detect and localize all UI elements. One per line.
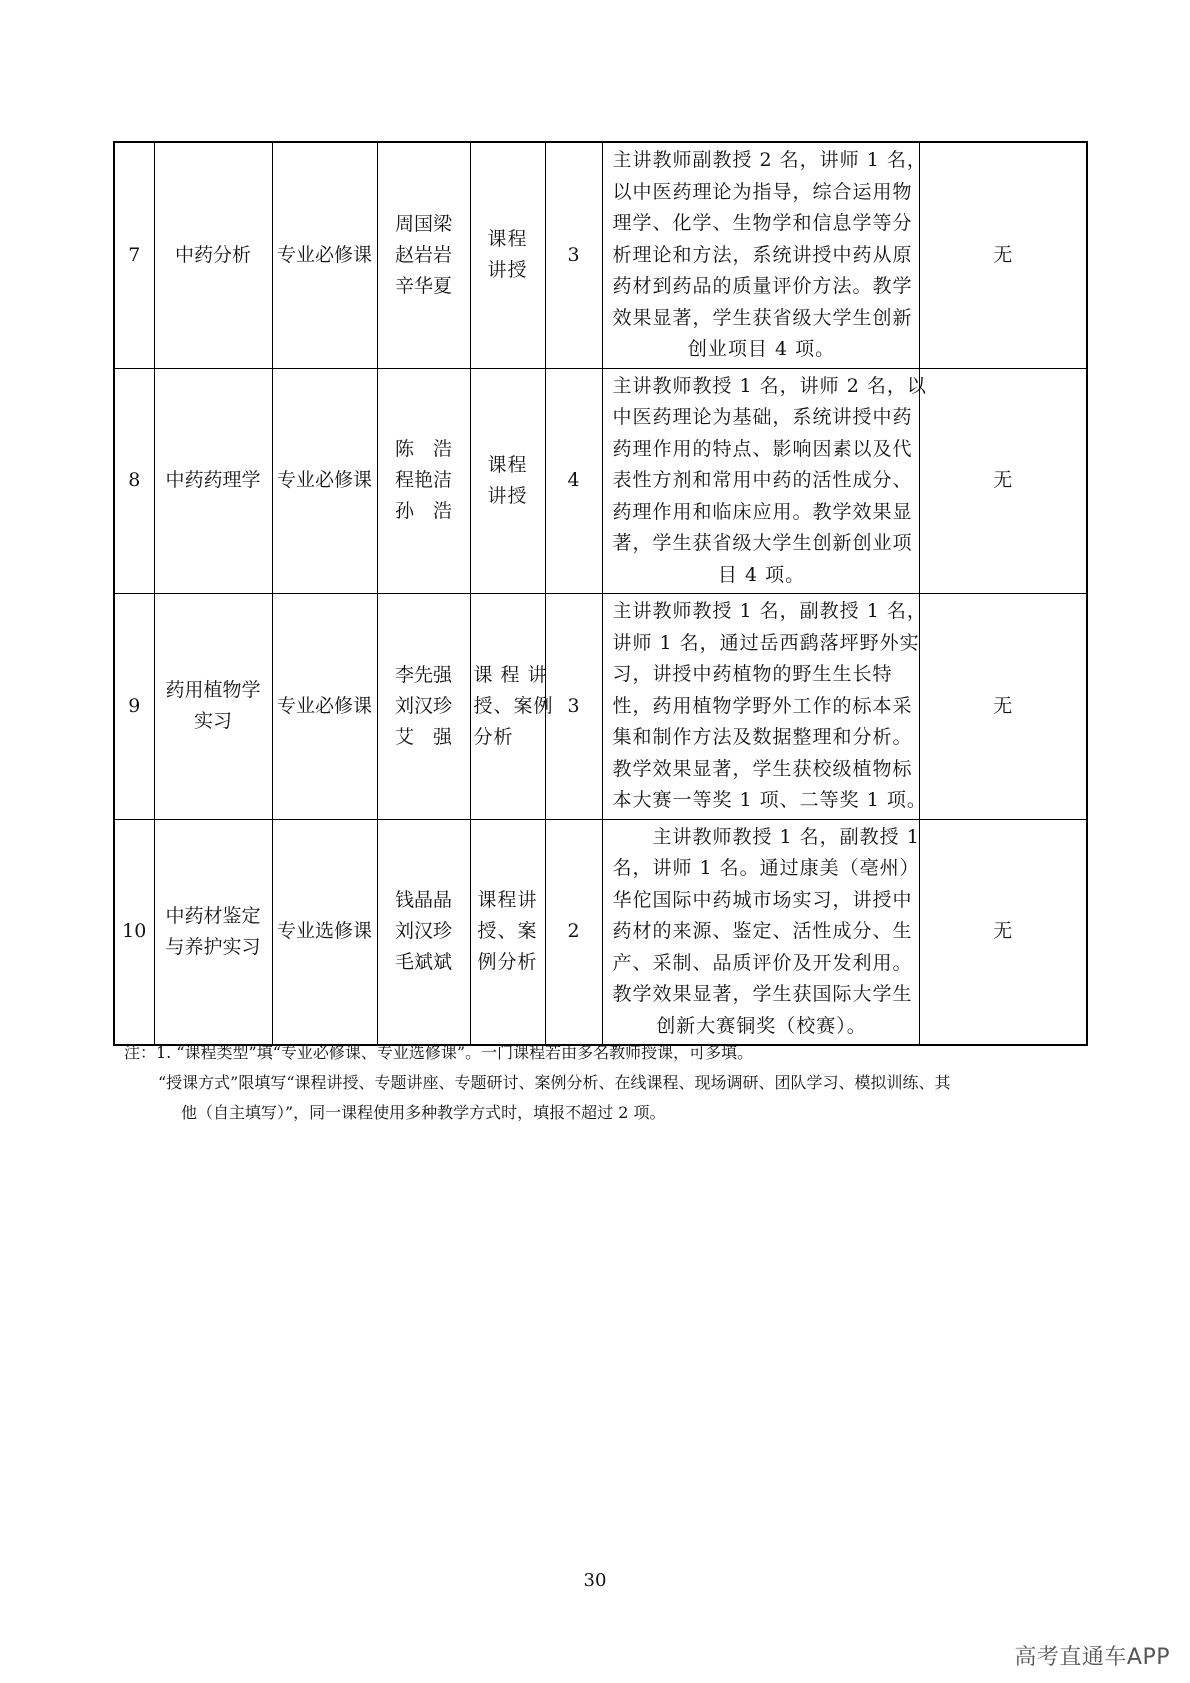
course-name-cell xyxy=(154,142,272,368)
description-line: 中医药理论为基础，系统讲授中药 xyxy=(612,406,913,428)
teacher-name: 刘汉珍 xyxy=(394,694,452,717)
teacher-name: 辛华夏 xyxy=(394,274,452,297)
description-line: 华佗国际中药城市场实习，讲授中 xyxy=(612,888,913,911)
description-cell xyxy=(602,142,927,368)
course-type-cell: 专业必修课 xyxy=(272,368,377,594)
course-table xyxy=(113,141,1088,1046)
description-line: 以中医药理论为指导，综合运用物 xyxy=(612,180,913,203)
teachers-cell xyxy=(377,594,470,820)
method-line: 授、案例 xyxy=(473,694,554,717)
credits-cell: 4 xyxy=(545,368,602,594)
description-line: 著，学生获省级大学生创新创业项 xyxy=(612,532,913,554)
teacher-name: 钱晶晶 xyxy=(394,889,452,912)
credits-cell: 3 xyxy=(545,142,602,368)
row-number-cell: 10 xyxy=(114,819,154,1045)
teacher-name: 陈 浩 xyxy=(394,438,452,461)
description-line: 主讲教师教授 1 名，讲师 2 名，以 xyxy=(612,374,927,397)
method-line: 授、案 xyxy=(477,920,538,943)
other-cell: 无 xyxy=(919,819,1087,1045)
table-notes xyxy=(124,1038,1084,1128)
teacher-name: 赵岩岩 xyxy=(394,243,452,266)
description-line: 药理作用和临床应用。教学效果显 xyxy=(612,500,913,523)
description-line: 集和制作方法及数据整理和分析。 xyxy=(612,726,913,748)
description-line: 析理论和方法，系统讲授中药从原 xyxy=(612,243,913,266)
description-line: 效果显著，学生获省级大学生创新 xyxy=(612,306,913,329)
description-line: 主讲教师教授 1 名，副教授 1 xyxy=(612,825,920,848)
page-number: 30 xyxy=(583,1570,607,1591)
teachers-cell xyxy=(377,142,470,368)
description-line: 主讲教师教授 1 名，副教授 1 名， xyxy=(612,600,927,622)
method-line: 分析 xyxy=(473,725,514,748)
row-number-cell: 7 xyxy=(114,142,154,368)
method-line: 讲授 xyxy=(487,259,528,282)
description-line: 讲师 1 名，通过岳西鹞落坪野外实 xyxy=(612,631,920,654)
method-line: 例分析 xyxy=(477,951,538,974)
method-line: 课 程 讲 xyxy=(473,663,548,686)
course-name-cell xyxy=(154,368,272,594)
method-line: 课程 xyxy=(487,453,528,476)
description-line: 教学效果显著，学生获校级植物标 xyxy=(612,757,913,780)
other-cell: 无 xyxy=(919,368,1087,594)
description-line: 理学、化学、生物学和信息学等分 xyxy=(612,212,913,234)
description-cell xyxy=(602,594,927,820)
teacher-name: 程艳洁 xyxy=(394,469,452,492)
teacher-name: 艾 强 xyxy=(394,725,452,748)
course-type-cell: 专业必修课 xyxy=(272,594,377,820)
table-row xyxy=(114,368,1087,594)
description-line: 产、采制、品质评价及开发利用。 xyxy=(612,951,913,974)
credits-cell: 2 xyxy=(545,819,602,1045)
teaching-method-cell xyxy=(470,368,545,594)
method-line: 课程讲 xyxy=(477,889,538,912)
note-line: “授课方式”限填写“课程讲授、专题讲座、专题研讨、案例分析、在线课程、现场调研、团队学习、模拟训练、其 xyxy=(158,1073,951,1092)
course-name-line: 实习 xyxy=(193,710,232,733)
course-name-line: 药用植物学 xyxy=(165,679,261,702)
teachers-cell xyxy=(377,819,470,1045)
teaching-method-cell xyxy=(470,142,545,368)
note-line: 他（自主填写）”，同一课程使用多种教学方式时，填报不超过 2 项。 xyxy=(181,1103,666,1122)
description-line: 教学效果显著，学生获国际大学生 xyxy=(612,983,913,1005)
teaching-method-cell xyxy=(470,594,554,820)
note-line: 注：1. “课程类型”填“专业必修课、专业选修课”。一门课程若由多名教师授课，可多填。 xyxy=(124,1043,754,1062)
course-name-line: 中药材鉴定 xyxy=(165,904,261,927)
course-type-cell: 专业选修课 xyxy=(272,819,377,1045)
description-line: 药材到药品的质量评价方法。教学 xyxy=(612,275,913,297)
description-line: 药理作用的特点、影响因素以及代 xyxy=(612,437,913,460)
course-name-line: 中药分析 xyxy=(174,243,251,266)
row-number-cell: 9 xyxy=(114,594,154,820)
teacher-name: 周国梁 xyxy=(394,212,452,235)
description-line: 创新大赛铜奖（校赛）。 xyxy=(656,1014,867,1037)
description-cell xyxy=(602,819,919,1045)
teachers-cell xyxy=(377,368,470,594)
credits-cell: 3 xyxy=(545,594,602,820)
table-row xyxy=(114,594,1087,820)
description-line: 表性方剂和常用中药的活性成分、 xyxy=(612,469,913,491)
teacher-name: 孙 浩 xyxy=(394,500,452,523)
description-line: 创业项目 4 项。 xyxy=(687,338,836,360)
course-name-line: 中药药理学 xyxy=(165,469,261,492)
table-row xyxy=(114,819,1087,1045)
watermark-text: 高考直通车APP xyxy=(1014,1645,1170,1670)
teaching-method-cell xyxy=(470,819,545,1045)
description-line: 本大赛一等奖 1 项、二等奖 1 项。 xyxy=(612,789,927,811)
description-line: 目 4 项。 xyxy=(717,563,806,586)
teacher-name: 毛斌斌 xyxy=(394,951,452,974)
table-row xyxy=(114,142,1087,368)
description-cell xyxy=(602,368,927,594)
description-line: 名，讲师 1 名。通过康美（亳州） xyxy=(612,857,920,879)
row-number-cell: 8 xyxy=(114,368,154,594)
other-cell: 无 xyxy=(919,142,1087,368)
other-cell: 无 xyxy=(919,594,1087,820)
teacher-name: 刘汉珍 xyxy=(394,920,452,943)
method-line: 课程 xyxy=(487,228,528,251)
course-name-cell xyxy=(154,594,272,820)
method-line: 讲授 xyxy=(487,484,528,507)
course-name-line: 与养护实习 xyxy=(165,935,261,958)
teacher-name: 李先强 xyxy=(394,663,452,686)
description-line: 主讲教师副教授 2 名，讲师 1 名， xyxy=(612,149,927,171)
description-line: 性，药用植物学野外工作的标本采 xyxy=(612,694,913,717)
description-line: 习，讲授中药植物的野生生长特 xyxy=(612,663,893,685)
course-name-cell xyxy=(154,819,272,1045)
description-line: 药材的来源、鉴定、活性成分、生 xyxy=(612,920,913,942)
course-type-cell: 专业必修课 xyxy=(272,142,377,368)
